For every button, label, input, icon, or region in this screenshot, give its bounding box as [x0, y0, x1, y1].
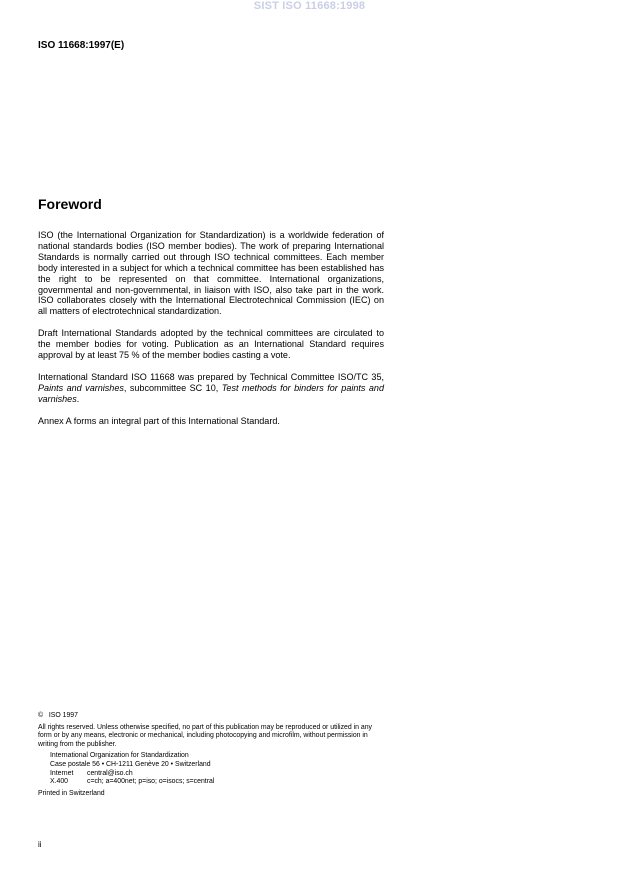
foreword-paragraph-2: Draft International Standards adopted by the technical committees are circulated to the member bodies for voting. Publication as an International Standard requires approval by at least 75 % of the member bodies casting a vote. [38, 328, 384, 361]
copyright-org: International Organization for Standardization [50, 752, 189, 760]
copyright-symbol: © [38, 712, 44, 719]
copyright-block [38, 712, 384, 798]
copyright-year-line [38, 712, 384, 721]
foreword-paragraph-3 [38, 372, 384, 405]
document-id-header: ISO 11668:1997(E) [38, 40, 125, 51]
watermark-text: SIST ISO 11668:1998 [253, 0, 366, 12]
foreword-heading: Foreword [38, 196, 102, 212]
internet-label: Internet [50, 769, 74, 777]
foreword-paragraph-4: Annex A forms an integral part of this International Standard. [38, 415, 280, 426]
copyright-internet [38, 770, 384, 779]
foreword-paragraph-1: ISO (the International Organization for Standardization) is a worldwide federation of national standards bodies (ISO member bodies). The work of preparing International Standards is normally carried out through ISO technical committees. Each member body interested in a subject for which a technical committee has been established has the right to be represented on that committee. International organizations, governmental and non-governmental, in liaison with ISO, also take part in the work. ISO collaborates closely with the International Electrotechnical Commission (IEC) on all matters of electrotechnical standardization. [38, 230, 384, 317]
foreword-body [38, 230, 384, 438]
page-number: ii [38, 840, 42, 849]
x400-value: c=ch; a=400net; p=iso; o=isocs; s=central [87, 778, 215, 786]
copyright-rights: All rights reserved. Unless otherwise specified, no part of this publication may be reproduced or utilized in any form or by any means, electronic or mechanical, including photocopying and microfilm, without permission in writing from the publisher. [38, 723, 372, 748]
copyright-x400 [38, 778, 384, 787]
copyright-year: ISO 1997 [48, 712, 78, 719]
p3-text-a: International Standard ISO 11668 was prepared by Technical Committee ISO/TC 35, [38, 371, 384, 382]
p3-subcommittee-title: Test methods for binders for paints and varnishes [38, 382, 384, 404]
p3-text-c: , subcommittee SC 10, [123, 382, 222, 393]
copyright-address: Case postale 56 • CH-1211 Genève 20 • Switzerland [50, 760, 211, 768]
p3-text-e: . [76, 393, 80, 404]
copyright-printed: Printed in Switzerland [38, 789, 105, 797]
p3-committee-title: Paints and varnishes [38, 382, 124, 393]
internet-value: central@iso.ch [87, 769, 133, 777]
x400-label: X.400 [50, 778, 69, 786]
